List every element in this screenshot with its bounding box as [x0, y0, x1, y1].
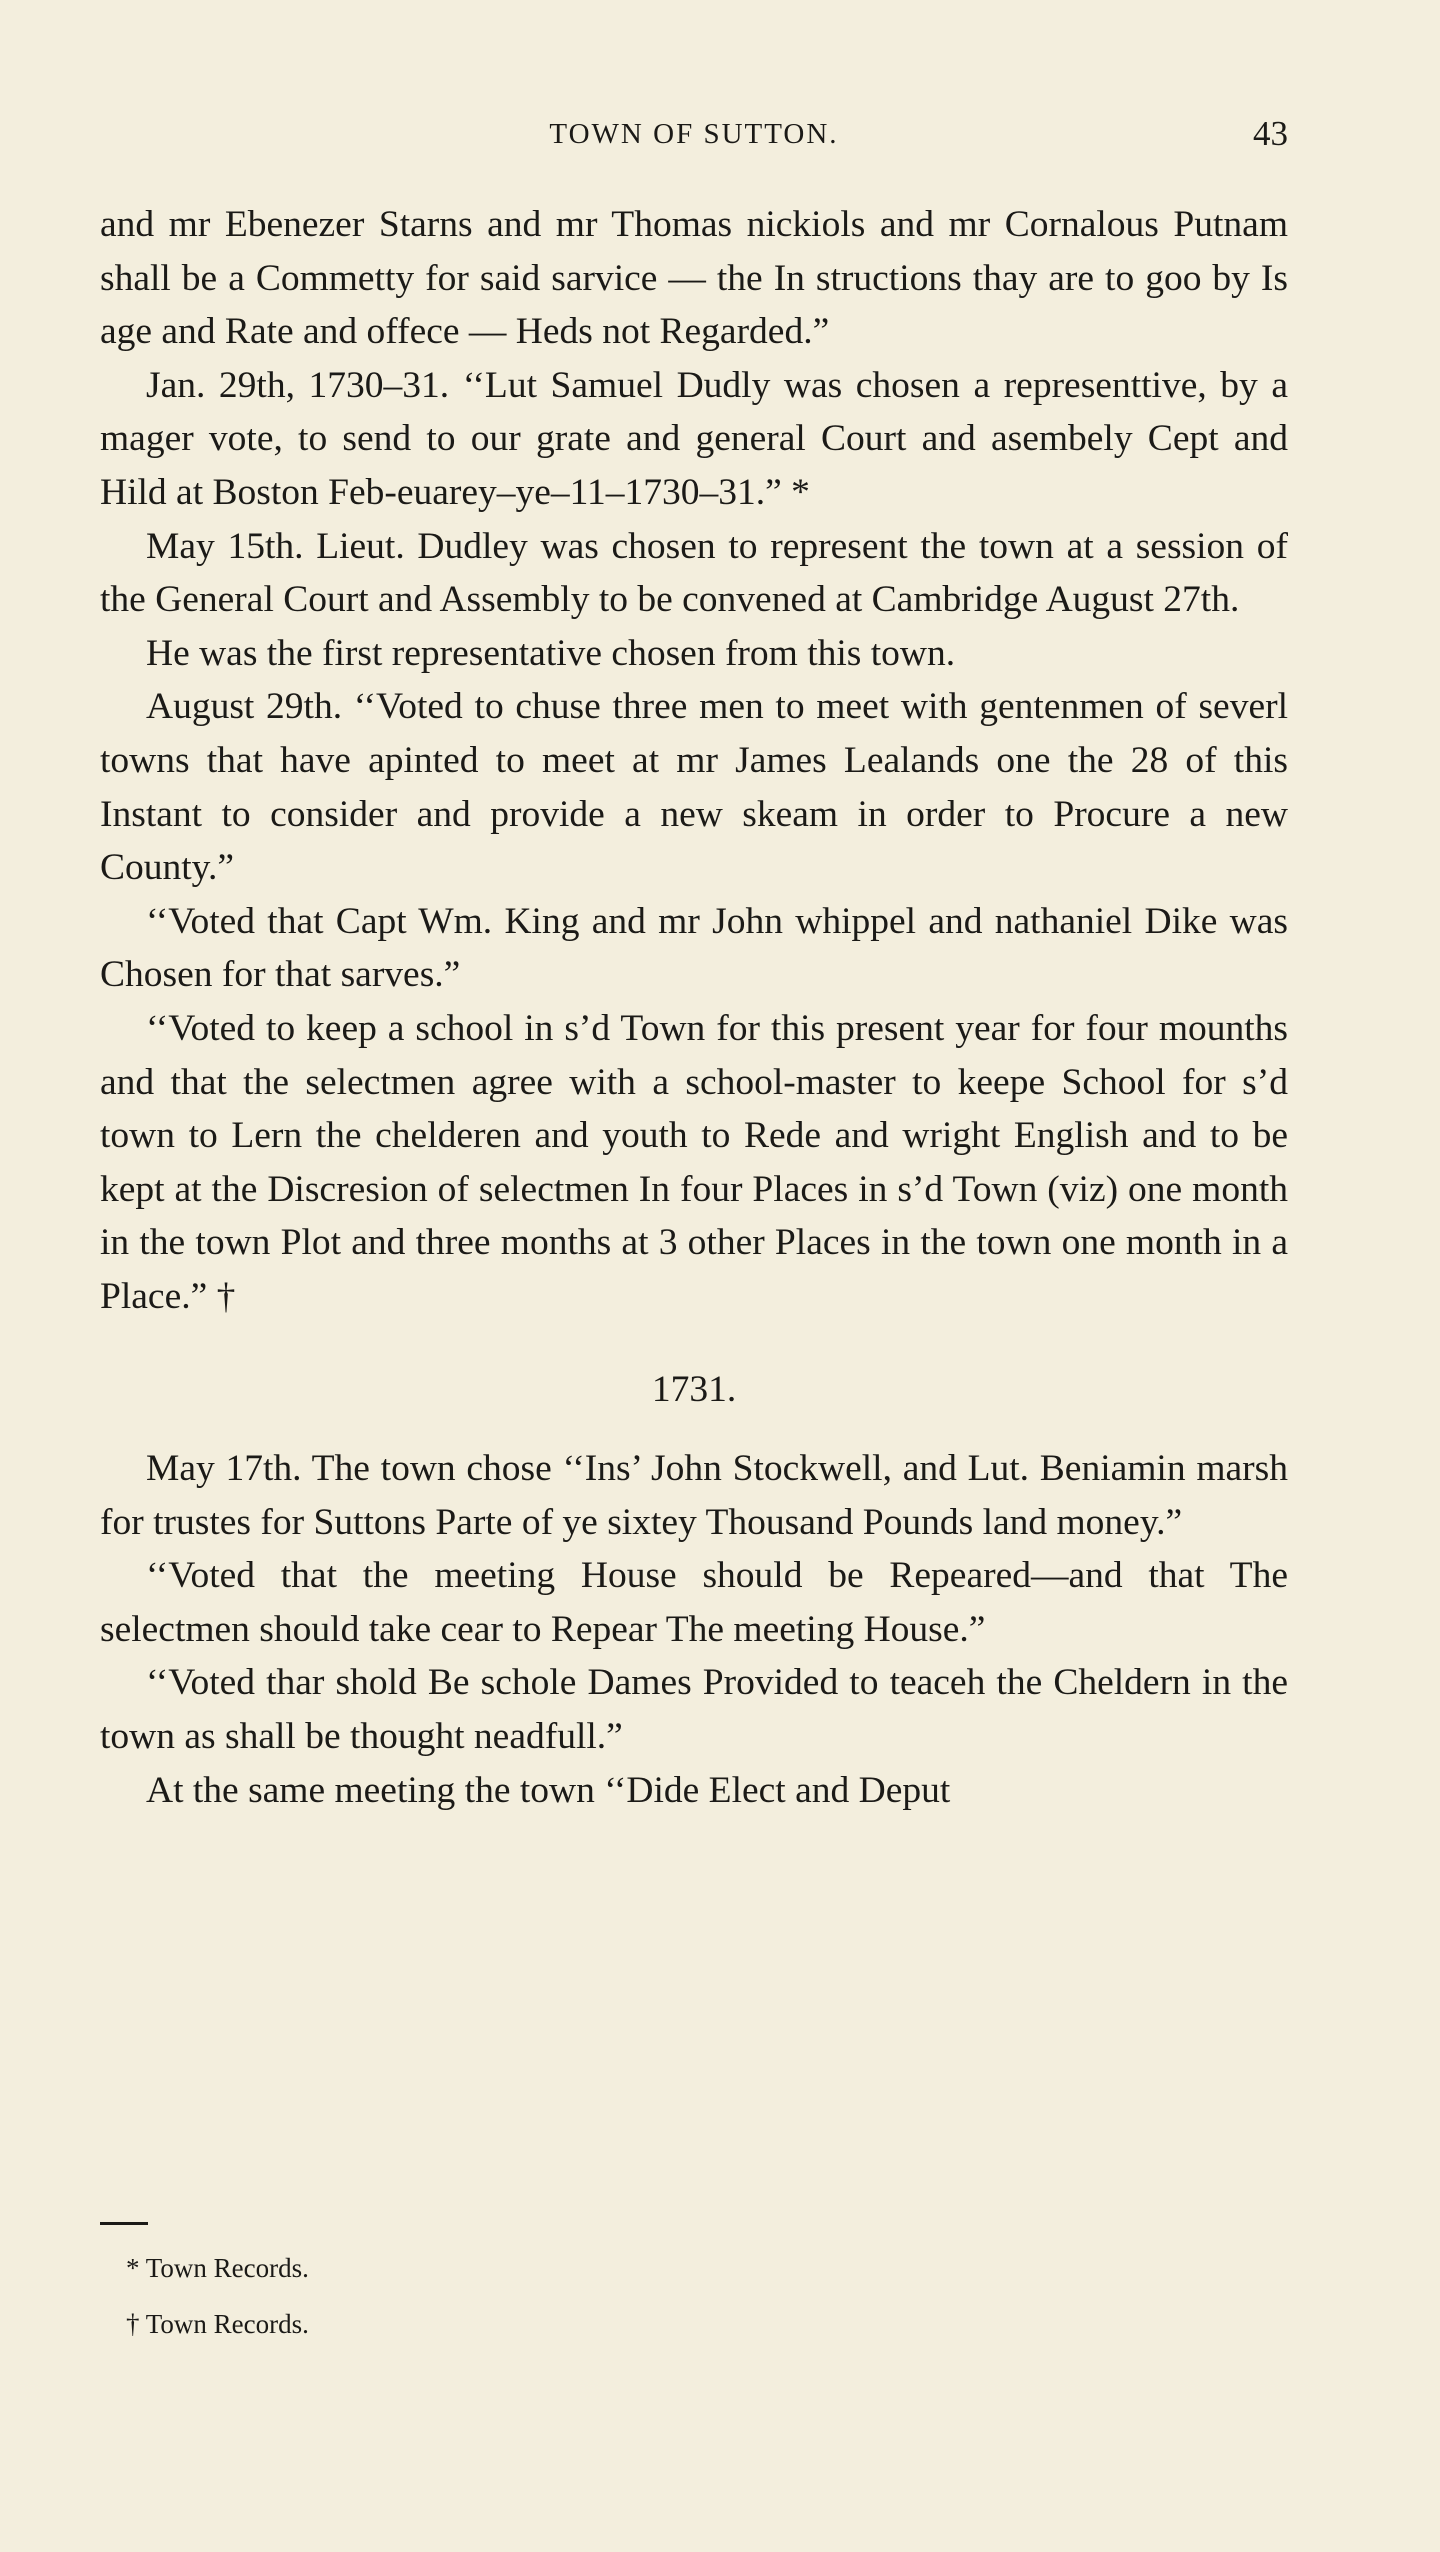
paragraph: He was the first representative chosen from this town. [146, 632, 956, 674]
running-head: TOWN OF SUTTON. [549, 118, 839, 150]
paragraph: May 15th. Lieut. Dudley was chosen to represent the town at a session of the General Court and Assembly to be convened at Cambridge August 27th. [100, 525, 1288, 621]
paragraph: May 17th. The town chose ‘‘Ins’ John Stockwell, and Lut. Beniamin marsh for trustes for Suttons Parte of ye sixtey Thousand Pounds land money.” [100, 1448, 1288, 1543]
page-number: 43 [1253, 114, 1288, 153]
paragraph: August 29th. ‘‘Voted to chuse three men to meet with gentenmen of severl towns that have apinted to meet at mr James Lealands one the 28 of this Instant to consider and provide a new skeam in order to Procure a new County.” [100, 686, 1288, 889]
body-text [100, 198, 1288, 1817]
paragraph: ‘‘Voted that Capt Wm. King and mr John whippel and nathaniel Dike was Chosen for that sarves.” [100, 900, 1288, 996]
paragraph: and mr Ebenezer Starns and mr Thomas nickiols and mr Cornalous Putnam shall be a Commetty for said sarvice — the In structions thay are to goo by Is age and Rate and offece — Heds not Regarded.” [100, 204, 1288, 353]
page-header [100, 108, 1288, 168]
paragraph: ‘‘Voted that the meeting House should be Repeared—and that The selectmen should take cear to Repear The meeting House.” [100, 1555, 1288, 1650]
paragraph: ‘‘Voted thar shold Be schole Dames Provided to teaceh the Cheldern in the town as shall be thought neadfull.” [100, 1662, 1288, 1758]
footnote-divider [100, 2222, 148, 2225]
paragraph: At the same meeting the town ‘‘Dide Elect and Deput [146, 1769, 951, 1811]
paragraph: ‘‘Voted to keep a school in s’d Town for this present year for four mounths and that the selectmen agree with a school-master to keepe School for s’d town to Lern the chelderen and youth to Rede and wright English and to be kept at the Discresion of selectmen In four Places in s’d Town (viz) one month in the town Plot and three months at 3 other Places in the town one month in a Place.” † [100, 1007, 1288, 1317]
footnote: * Town Records. [126, 2253, 309, 2283]
footnotes [126, 2240, 309, 2352]
paragraph: Jan. 29th, 1730–31. ‘‘Lut Samuel Dudly was chosen a representtive, by a mager vote, to send to our grate and general Court and asembely Cept and Hild at Boston Feb-euarey–ye–11–1730–31.” * [100, 364, 1288, 513]
year-heading: 1731. [651, 1369, 737, 1411]
footnote: † Town Records. [126, 2309, 309, 2339]
